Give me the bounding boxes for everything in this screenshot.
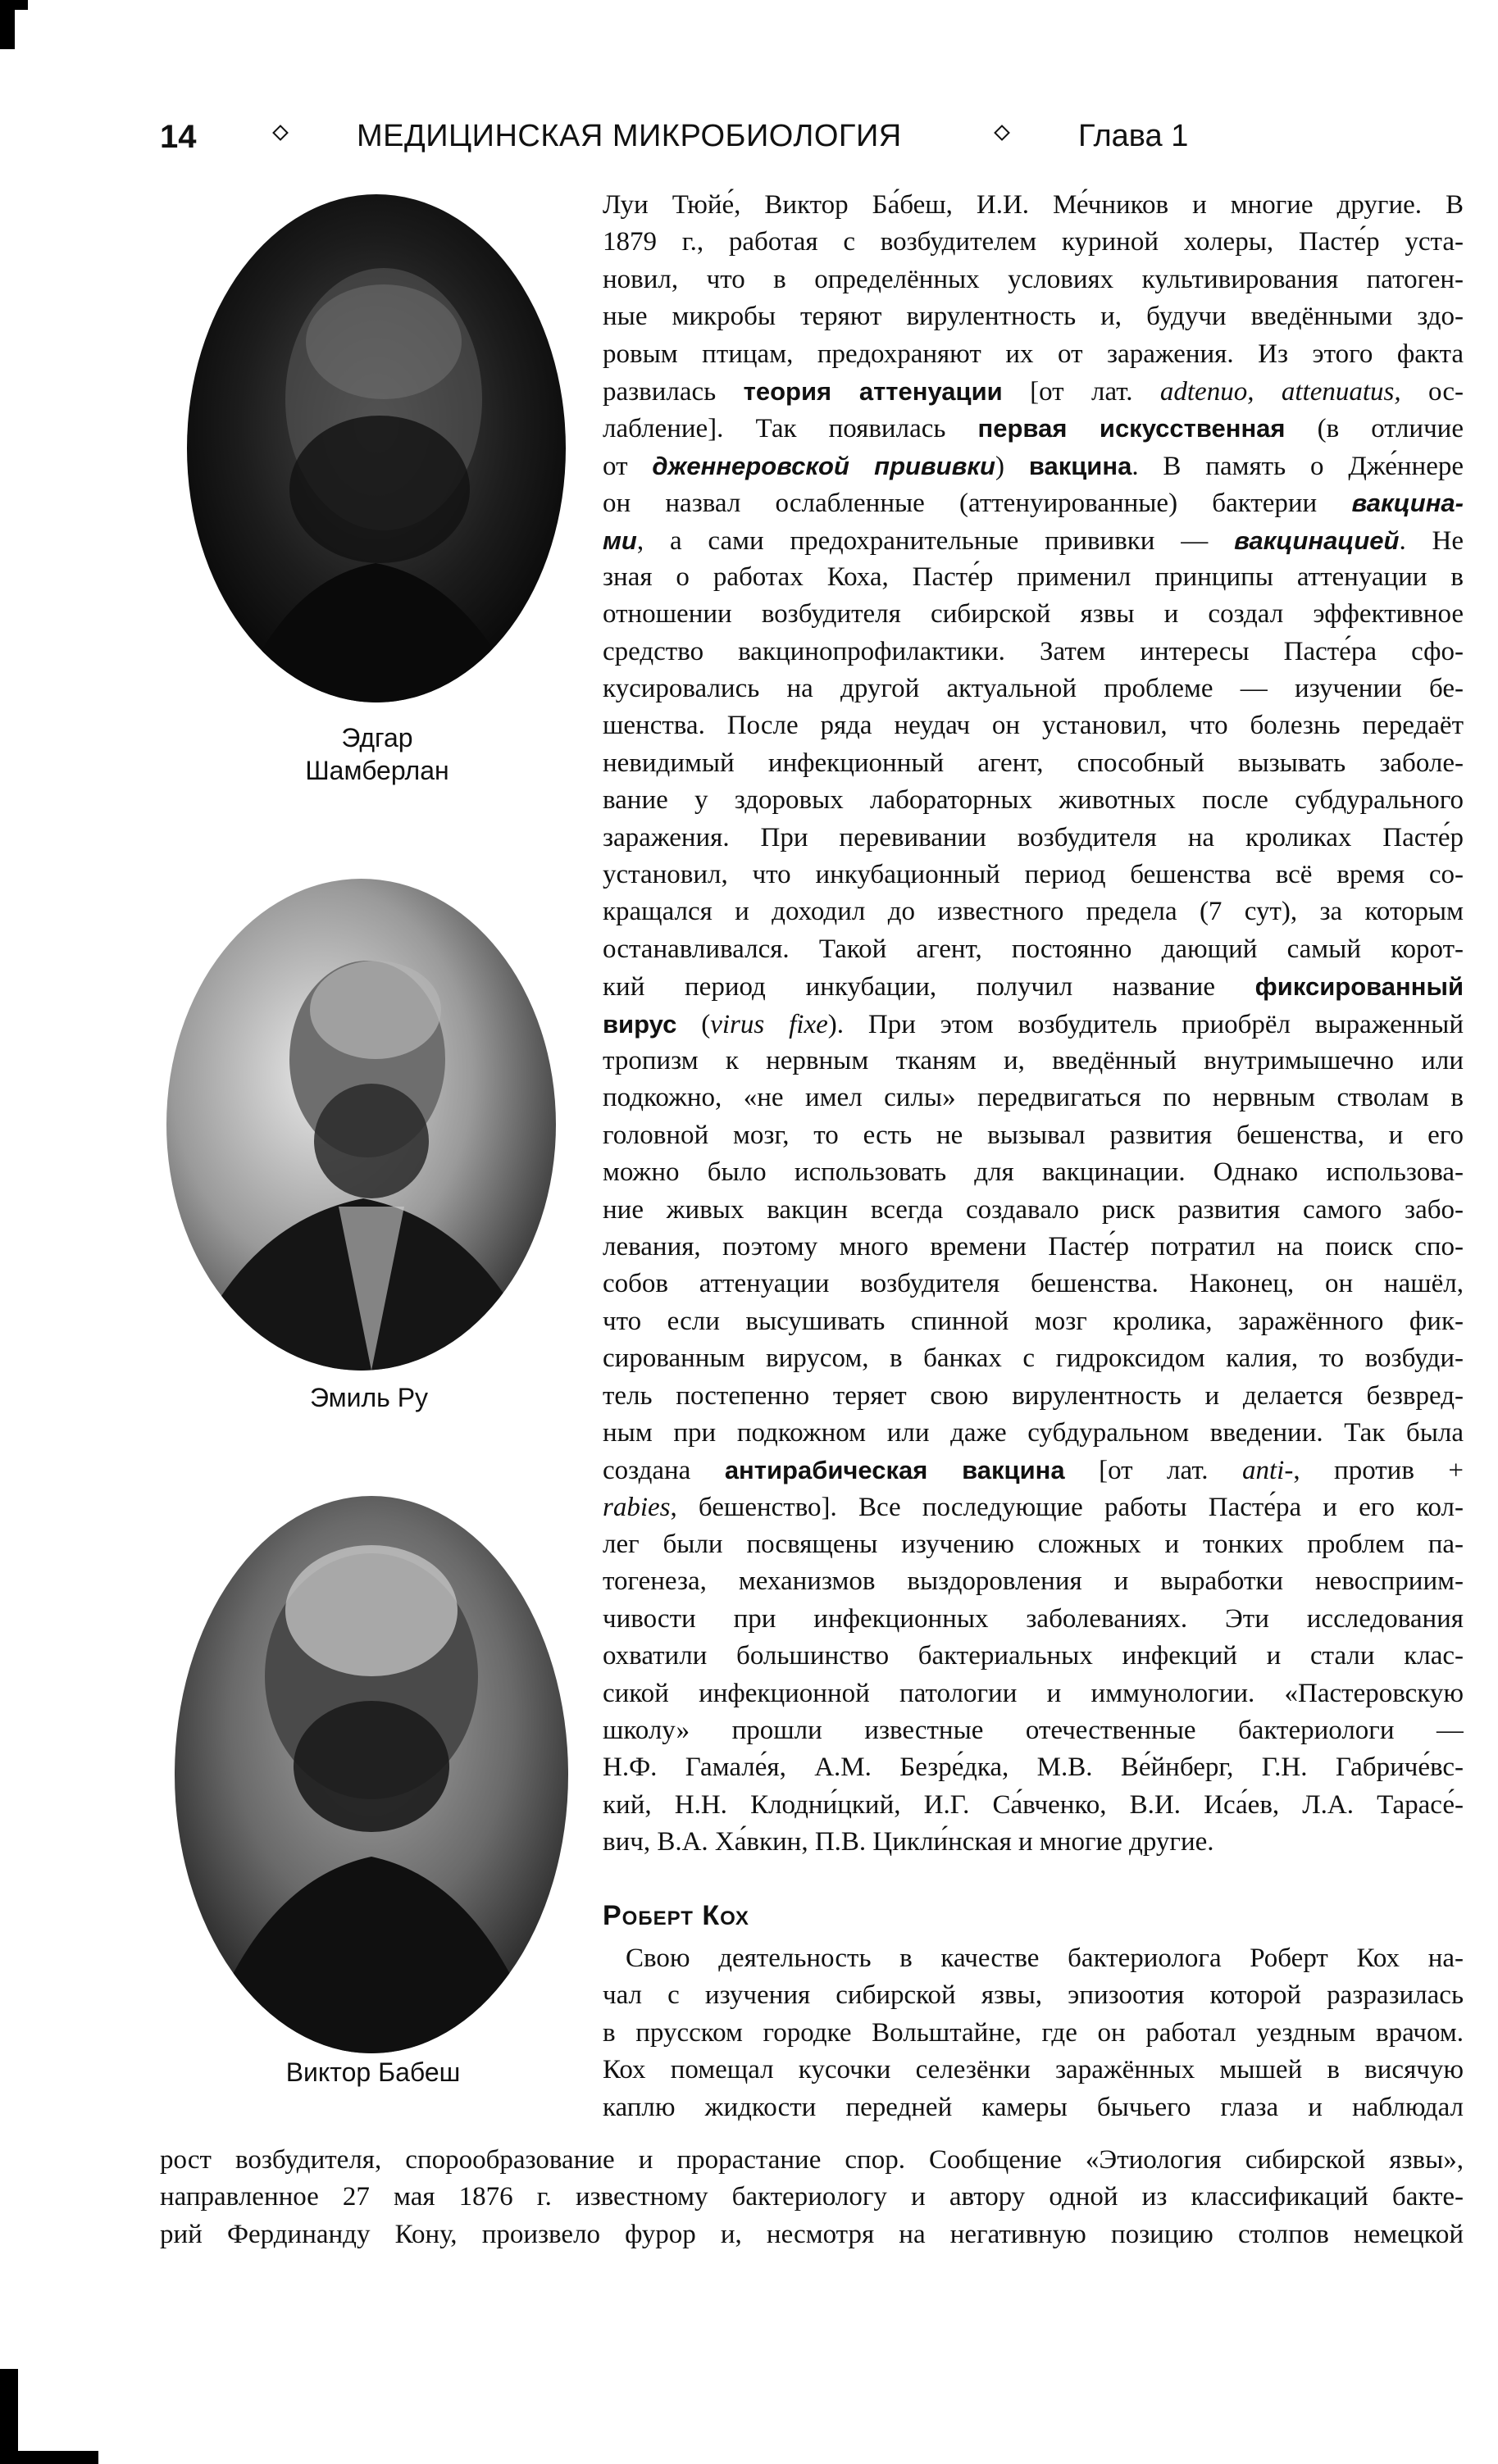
text-line: тель постепенно теряет свою вирулентность и делается безвред- — [603, 1380, 1464, 1411]
text-line: Кох помещал кусочки селезёнки заражённых мышей в висячую — [603, 2055, 1464, 2085]
text-line — [603, 448, 1464, 484]
text-run: . Не — [1399, 525, 1464, 556]
text-line: ние живых вакцин всегда создавало риск развития самого забо- — [603, 1194, 1464, 1225]
text-line: новил, что в определённых условиях культивирования патоген- — [603, 264, 1464, 294]
diamond-ornament-icon — [272, 125, 289, 141]
text-line: школу» прошли известные отечественные бактериологи — — [603, 1716, 1464, 1746]
text-line: кращался и доходил до известного предела (7 сут), за которым — [603, 897, 1464, 927]
text-line: лег были посвящены изучению сложных и тонких проблем па- — [603, 1530, 1464, 1560]
text-line: средство вакцинопрофилактики. Затем интересы Пасте́ра сфо- — [603, 636, 1464, 666]
text-line: 1879 г., работая с возбудителем куриной холеры, Пасте́р уста- — [603, 227, 1464, 257]
text-line: кусировались на другой актуальной проблеме — изучении бе- — [603, 674, 1464, 704]
portrait-caption — [246, 2056, 500, 2089]
portrait-chamberland — [187, 194, 566, 702]
text-line: невидимый инфекционный агент, способный вызывать заболе- — [603, 748, 1464, 778]
text-run: . В память о Дже́ннере — [1131, 451, 1464, 481]
text-run: (в отличие — [1285, 414, 1464, 444]
text-line: ровым птицам, предохраняют их от заражения. Из этого факта — [603, 339, 1464, 369]
text-run: лабление]. Так появилась — [603, 414, 978, 444]
text-run: вакцина — [1028, 451, 1132, 480]
text-run: кий период инкубации, получил название — [603, 972, 1255, 1002]
text-line: сикой инфекционной патологии и иммунологии. «Пастеровскую — [603, 1678, 1464, 1708]
main-text-column — [603, 187, 1464, 1862]
text-run: , бешенство]. Все последующие работы Пасте́ра и его кол- — [670, 1492, 1464, 1522]
text-line: зная о работах Коха, Пасте́р применил принципы аттенуации в — [603, 561, 1464, 592]
text-run: антирабическая вакцина — [724, 1456, 1065, 1485]
text-line: установил, что инкубационный период бешенства всё время со- — [603, 860, 1464, 890]
text-line: что если высушивать спинной мозг кролика, заражённого фик- — [603, 1306, 1464, 1336]
text-line: тогенеза, механизмов выздоровления и выработки невосприим- — [603, 1566, 1464, 1597]
caption-line: Виктор Бабеш — [285, 2057, 461, 2087]
text-run: ) — [995, 451, 1029, 481]
section-text-narrow — [603, 1940, 1464, 2126]
text-run: anti- — [1241, 1456, 1294, 1486]
text-line: чивости при инфекционных заболеваниях. Эти исследования — [603, 1603, 1464, 1634]
scan-edge-bottom-left — [0, 2369, 18, 2464]
caption-line: Эмиль Ру — [309, 1383, 429, 1412]
text-run: virus fixe — [710, 1009, 828, 1039]
text-line: шенства. После ряда неудач он установил, что болезнь передаёт — [603, 711, 1464, 741]
text-run: вирус — [603, 1009, 677, 1039]
text-run: adtenuo, attenuatus, — [1159, 376, 1401, 407]
page-number: 14 — [160, 119, 197, 155]
caption-line: Эдгар — [341, 723, 413, 752]
text-line: рост возбудителя, спорообразование и прорастание спор. Сообщение «Этиология сибирской язвы», — [160, 2145, 1464, 2175]
text-run: дженнеровской прививки — [652, 451, 995, 480]
text-line: Луи Тюйе́, Виктор Ба́беш, И.И. Ме́чников и многие другие. В — [603, 190, 1464, 220]
text-line — [603, 410, 1464, 447]
text-run: , против + — [1293, 1456, 1464, 1486]
text-run: создана — [603, 1456, 725, 1486]
text-run: теория аттенуации — [743, 376, 1003, 406]
book-title: МЕДИЦИНСКАЯ МИКРОБИОЛОГИЯ — [357, 119, 902, 153]
text-run: ( — [676, 1009, 711, 1039]
portrait-caption — [246, 721, 508, 787]
chapter-label: Глава 1 — [1078, 119, 1189, 153]
text-line: каплю жидкости передней камеры бычьего глаза и наблюдал — [603, 2092, 1464, 2122]
text-line: сированным вирусом, в банках с гидроксидом калия, то возбуди- — [603, 1343, 1464, 1374]
text-line — [603, 968, 1464, 1005]
portrait-roux — [166, 879, 556, 1371]
text-line: Свою деятельность в качестве бактериолога Роберт Кох на- — [626, 1943, 1464, 1973]
text-line: в прусском городке Вольштайне, где он работал уездным врачом. — [603, 2017, 1464, 2048]
text-run: фиксированный — [1254, 972, 1464, 1002]
diamond-ornament-icon — [994, 125, 1010, 141]
text-run: вакцина- — [1351, 489, 1464, 518]
text-line: ные микробы теряют вирулентность и, будучи введёнными здо- — [603, 302, 1464, 332]
text-line — [603, 1006, 1464, 1043]
text-run: [от лат. — [1064, 1456, 1242, 1486]
text-line — [603, 1489, 1464, 1526]
text-run: ос- — [1400, 376, 1464, 407]
text-line: кий, Н.Н. Клодни́цкий, И.Г. Са́вченко, В.И. Иса́ев, Л.А. Тарасе́- — [603, 1789, 1464, 1820]
text-line: можно было использовать для вакцинации. Однако использова- — [603, 1157, 1464, 1188]
text-line: головной мозг, то есть не вызывал развития бешенства, и его — [603, 1120, 1464, 1150]
text-line: Н.Ф. Гамале́я, А.М. Безре́дка, М.В. Ве́йнберг, Г.Н. Габриче́вс- — [603, 1753, 1464, 1783]
text-line: рий Фердинанду Кону, произвело фурор и, несмотря на негативную позицию столпов немецкой — [160, 2219, 1464, 2249]
text-line — [603, 373, 1464, 410]
text-line: вание у здоровых лабораторных животных после субдурального — [603, 785, 1464, 816]
text-run: развилась — [603, 376, 744, 407]
text-line — [603, 484, 1464, 521]
text-line: ным при подкожном или даже субдуральном введении. Так была — [603, 1417, 1464, 1448]
text-run: , а сами предохранительные прививки — — [636, 525, 1235, 556]
text-line — [603, 522, 1464, 559]
portrait-babes — [175, 1496, 568, 2053]
text-run: ми — [603, 525, 637, 555]
text-line: отношении возбудителя сибирской язвы и создал эффективное — [603, 599, 1464, 630]
scan-edge-bottom-left-horizontal — [0, 2451, 98, 2464]
text-line: левания, поэтому много времени Пасте́р потратил на поиск спо- — [603, 1231, 1464, 1262]
portrait-caption — [246, 1381, 492, 1414]
text-run: [от лат. — [1002, 376, 1160, 407]
running-header — [160, 119, 1472, 160]
text-line: подкожно, «не имел силы» передвигаться по нервным стволам в — [603, 1083, 1464, 1113]
text-line: останавливался. Такой агент, постоянно дающий самый корот- — [603, 934, 1464, 964]
text-run: он назвал ослабленные (аттенуированные) бактерии — [603, 489, 1352, 519]
text-run: первая искусственная — [977, 414, 1286, 443]
section-heading: Роберт Кох — [603, 1900, 749, 1931]
text-line: тропизм к нервным тканям и, введённый внутримышечно или — [603, 1045, 1464, 1075]
text-run: ). При этом возбудитель приобрёл выраженный — [827, 1009, 1464, 1039]
section-text-wide — [160, 2142, 1464, 2253]
text-line — [603, 1452, 1464, 1489]
text-line: заражения. При перевивании возбудителя на кроликах Пасте́р — [603, 822, 1464, 852]
text-line: охватили большинство бактериальных инфекций и стали клас- — [603, 1641, 1464, 1671]
text-line: собов аттенуации возбудителя бешенства. Наконец, он нашёл, — [603, 1269, 1464, 1299]
text-run: от — [603, 451, 653, 481]
text-line: вич, В.А. Ха́вкин, П.В. Цикли́нская и многие другие. — [603, 1827, 1214, 1857]
text-run: вакцинацией — [1234, 525, 1400, 555]
text-line: направленное 27 мая 1876 г. известному бактериологу и автору одной из классификаций бакте- — [160, 2182, 1464, 2212]
text-run: rabies — [603, 1492, 671, 1522]
scan-edge-top-left-horizontal — [0, 0, 28, 10]
text-line: чал с изучения сибирской язвы, эпизоотия которой разразилась — [603, 1980, 1464, 2011]
caption-line: Шамберлан — [305, 756, 449, 785]
